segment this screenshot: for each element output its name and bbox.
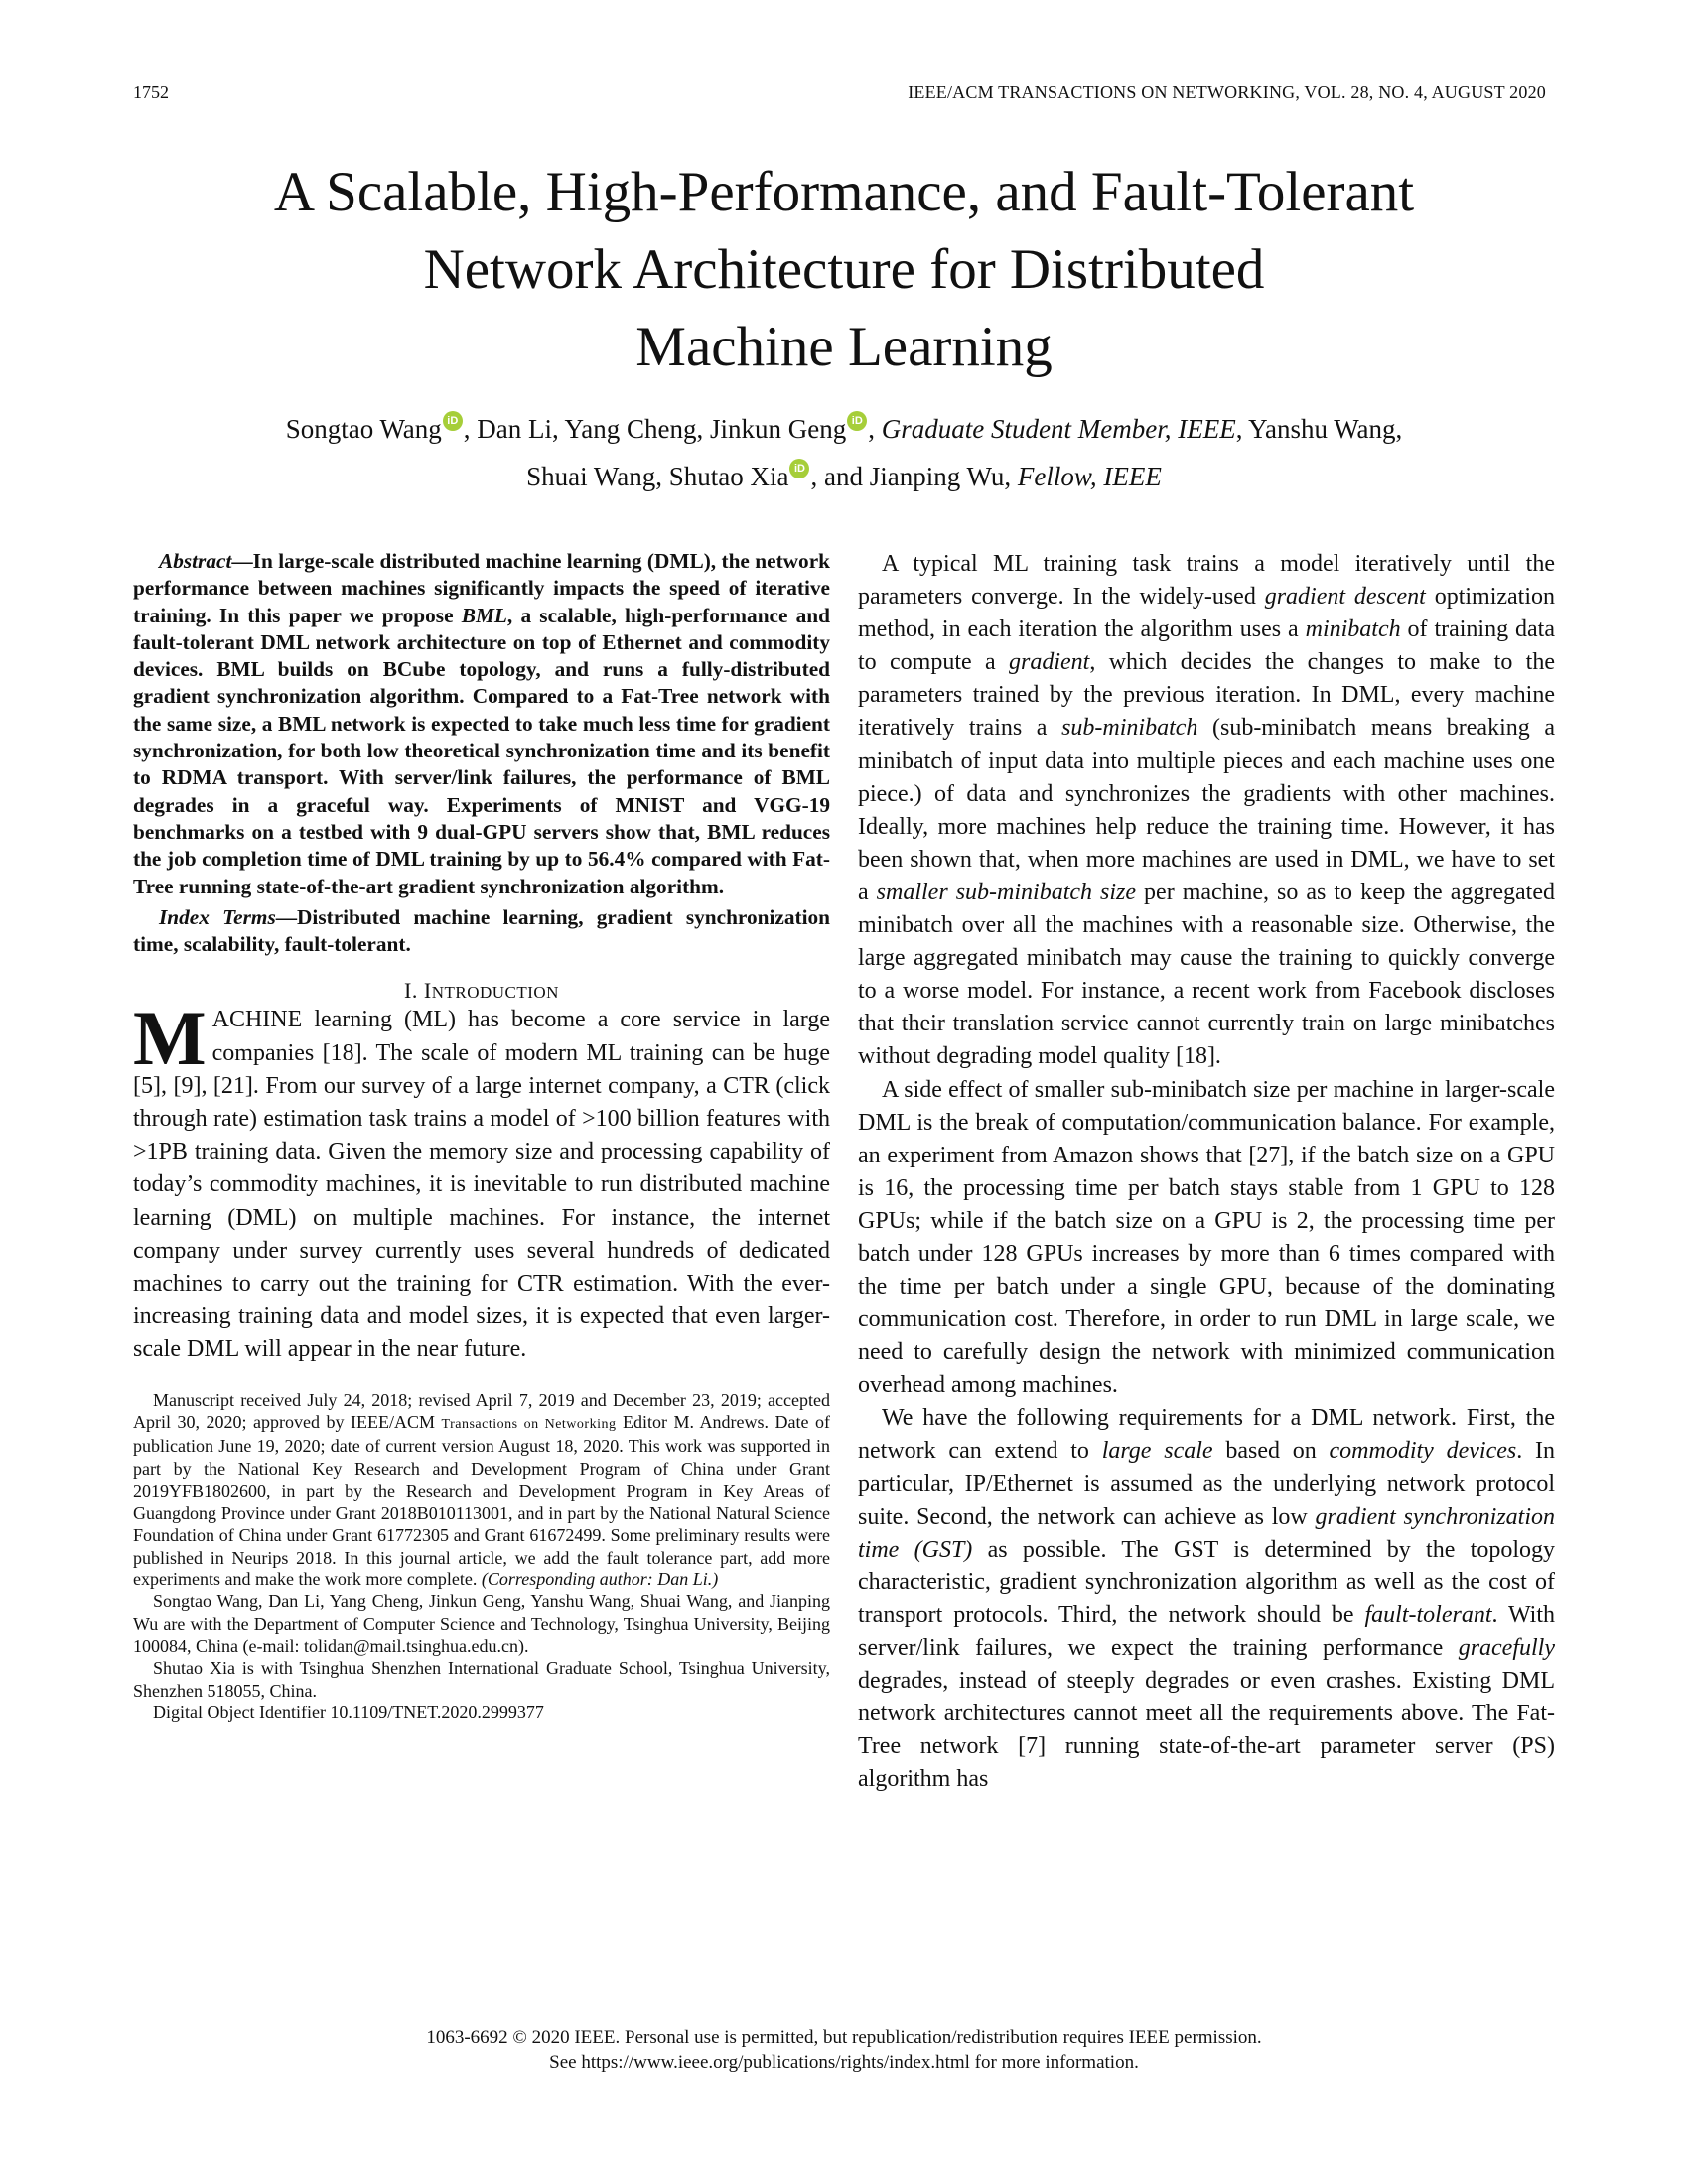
index-terms-dash: — xyxy=(275,904,298,929)
title-line: Network Architecture for Distributed xyxy=(423,238,1265,301)
italic-term: large scale xyxy=(1101,1437,1213,1464)
abstract xyxy=(133,548,830,900)
intro-paragraph xyxy=(133,995,830,1366)
title-line: Machine Learning xyxy=(635,316,1053,378)
body-paragraph: A side effect of smaller sub-minibatch size per machine in larger-scale DML is the break of computation/communication balance. For example, an experiment from Amazon shows that [27], if the batch size on a GPU is 16, the processing time per batch stays stable from 1 GPU to 128 GPUs; while if the batch size on a GPU is 2, the processing time per batch under 128 GPUs increases by more than 6 times compared with the time per batch under a single GPU, because of the dominating communication cost. Therefore, in order to run DML in large scale, we need to carefully design the network with minimized communication overhead among machines. xyxy=(858,1076,1555,1399)
left-column xyxy=(133,548,830,1723)
index-terms-text: Distributed machine learning, gradient synchronization time, scalability, fault-tolerant. xyxy=(133,904,830,957)
text: as possible. The GST is determined by the topology characteristic, gradient synchronization algorithm as well as the cost of transport protocols. Third, the network should be xyxy=(858,1536,1556,1628)
copyright-line: 1063-6692 © 2020 IEEE. Personal use is permitted, but republication/redistribution requires IEEE permission. xyxy=(426,2027,1262,2048)
fellow-grade: Fellow, IEEE xyxy=(1017,462,1162,491)
corresponding-author: (Corresponding author: Dan Li.) xyxy=(481,1570,719,1590)
text: . In particular, IP/Ethernet is assumed as the underlying network protocol suite. Second, the network can achieve as low xyxy=(858,1437,1555,1530)
text: . With server/link failures, we expect the training performance xyxy=(858,1602,1555,1662)
text: based on xyxy=(1212,1437,1330,1464)
author-separator: , xyxy=(868,414,882,444)
author-list xyxy=(99,405,1589,500)
footnote-doi: Digital Object Identifier 10.1109/TNET.2020.2999377 xyxy=(153,1702,544,1722)
author-name: , Dan Li, Yang Cheng, Jinkun Geng xyxy=(463,414,847,444)
italic-term: smaller sub-minibatch size xyxy=(876,879,1137,905)
abstract-bml: BML xyxy=(461,603,507,627)
text: (sub-minibatch means breaking a minibatch of input data into multiple pieces and each machine uses one piece.) of data and synchronizes the gradients with other machines. Ideally, more machines help reduce the training time. However, it has been shown that, when more machines are used in DML, we have to set a xyxy=(858,715,1556,905)
footnote-text: Editor M. Andrews. Date of publication June 19, 2020; date of current version August 18, 2020. This work was supported in part by the National Key Research and Development Program of China under Grant 2019YFB1802600, in part by the Research and Development Program in Key Areas of Guangdong Province under Grant 2018B010113001, and in part by the National Natural Science Foundation of China under Grant 61772305 and Grant 61672499. Some preliminary results were published in Neurips 2018. In this journal article, we add the fault tolerance part, add more experiments and make the work more complete. xyxy=(133,1411,830,1590)
index-terms-label: Index Terms xyxy=(159,904,276,929)
text: We have the following requirements for a DML network. First, the network can extend to xyxy=(858,1405,1555,1464)
text: of training data to compute a xyxy=(858,616,1555,676)
member-grade: Graduate Student Member, IEEE xyxy=(881,414,1236,444)
section-number: I. xyxy=(404,978,424,1004)
italic-term: minibatch xyxy=(1305,616,1401,643)
paper-title xyxy=(99,154,1589,386)
italic-term: commodity devices xyxy=(1329,1437,1517,1464)
italic-term: gradient xyxy=(1009,649,1090,676)
text: , which decides the changes to make to the parameters trained by the previous iteration. In DML, every machine iteratively trains a xyxy=(858,649,1555,742)
section-title-rest: NTRODUCTION xyxy=(431,983,559,1003)
intro-text: learning (ML) has become a core service in large companies [18]. The scale of modern ML training can be huge [5], [9], [21]. From our survey of a large internet company, a CTR (click through rate) estimation task trains a model of >100 billion features with >1PB training data. Given the memory size and processing capability of today’s commodity machines, it is inevitable to run distributed machine learning (DML) on multiple machines. For instance, the internet company under survey currently uses several hundreds of dedicated machines to carry out the training for CTR estimation. With the ever-increasing training data and model sizes, it is expected that even larger-scale DML will appear in the near future. xyxy=(133,1007,830,1363)
journal-header: IEEE/ACM TRANSACTIONS ON NETWORKING, VOL. 28, NO. 4, AUGUST 2020 xyxy=(908,82,1546,102)
orcid-icon[interactable]: iD xyxy=(443,411,463,431)
copyright-line: See https://www.ieee.org/publications/rights/index.html for more information. xyxy=(549,2052,1139,2073)
right-column xyxy=(858,548,1555,1797)
drop-cap: M xyxy=(133,995,207,1082)
page-number: 1752 xyxy=(133,82,169,102)
italic-term: fault-tolerant xyxy=(1364,1602,1492,1628)
journal-smallcaps: Transactions on Networking xyxy=(441,1416,617,1432)
italic-term: sub-minibatch xyxy=(1061,715,1198,742)
body-paragraph xyxy=(858,1402,1555,1796)
copyright-notice xyxy=(99,2025,1589,2075)
author-name: Shuai Wang, Shutao Xia xyxy=(526,462,789,491)
body-paragraph xyxy=(858,548,1555,1074)
author-name: Songtao Wang xyxy=(285,414,442,444)
text: optimization method, in each iteration the algorithm uses a xyxy=(858,584,1556,643)
italic-term: gradient synchronization time (GST) xyxy=(858,1503,1555,1563)
footnote-affiliation: Shutao Xia is with Tsinghua Shenzhen International Graduate School, Tsinghua University, Shenzhen 518055, China. xyxy=(133,1658,830,1701)
orcid-icon[interactable]: iD xyxy=(789,459,809,478)
title-line: A Scalable, High-Performance, and Fault-Tolerant xyxy=(273,161,1415,223)
abstract-label: Abstract xyxy=(159,549,232,573)
footnote-affiliation: Songtao Wang, Dan Li, Yang Cheng, Jinkun Geng, Yanshu Wang, Shuai Wang, and Jianping Wu are with the Department of Computer Science and Technology, Tsinghua University, Beijing 100084, China (e-mail: tolidan@mail.tsinghua.edu.cn). xyxy=(133,1591,830,1656)
intro-caps: ACHINE xyxy=(211,1007,303,1033)
footnote-text: Manuscript received July 24, 2018; revised April 7, 2019 and December 23, 2019; accepted April 30, 2020; approved by IEEE/ACM xyxy=(133,1389,830,1432)
section-heading xyxy=(133,978,830,1004)
text: A typical ML training task trains a model iteratively until the parameters converge. In the widely-used xyxy=(858,551,1555,611)
abstract-text: , a scalable, high-performance and fault-tolerant DML network architecture on top of Ethernet and commodity devices. BML builds on BCube topology, and runs a fully-distributed gradient synchronization algorithm. Compared to a Fat-Tree network with the same size, a BML network is expected to take much less time for gradient synchronization, for both low theoretical synchronization time and its benefit to RDMA transport. With server/link failures, the performance of BML degrades in a graceful way. Experiments of MNIST and VGG-19 benchmarks on a testbed with 9 dual-GPU servers show that, BML reduces the job completion time of DML training by up to 56.4% compared with Fat-Tree running state-of-the-art gradient synchronization algorithm. xyxy=(133,603,831,898)
footnotes xyxy=(133,1389,830,1723)
section-title-initial: I xyxy=(423,978,432,1004)
index-terms xyxy=(133,904,830,959)
italic-term: gracefully xyxy=(1458,1635,1555,1662)
abstract-text: In large-scale distributed machine learning (DML), the network performance between machines significantly impacts the speed of iterative training. In this paper we propose xyxy=(133,549,830,627)
text: degrades, instead of steeply degrades or even crashes. Existing DML network architectures cannot meet all the requirements above. The Fat-Tree network [7] running state-of-the-art parameter server (PS) algorithm has xyxy=(858,1668,1555,1793)
author-name: , and Jianping Wu, xyxy=(810,462,1018,491)
author-name: , Yanshu Wang, xyxy=(1235,414,1403,444)
abstract-dash: — xyxy=(231,549,253,573)
orcid-icon[interactable]: iD xyxy=(847,411,867,431)
italic-term: gradient descent xyxy=(1264,584,1426,611)
text: per machine, so as to keep the aggregated minibatch over all the machines with a reasonable size. Otherwise, the large aggregated minibatch may cause the training to quickly converge to a worse model. For instance, a recent work from Facebook discloses that their translation service cannot currently train on large minibatches without degrading model quality [18]. xyxy=(858,879,1555,1070)
footnote-manuscript xyxy=(133,1389,830,1591)
